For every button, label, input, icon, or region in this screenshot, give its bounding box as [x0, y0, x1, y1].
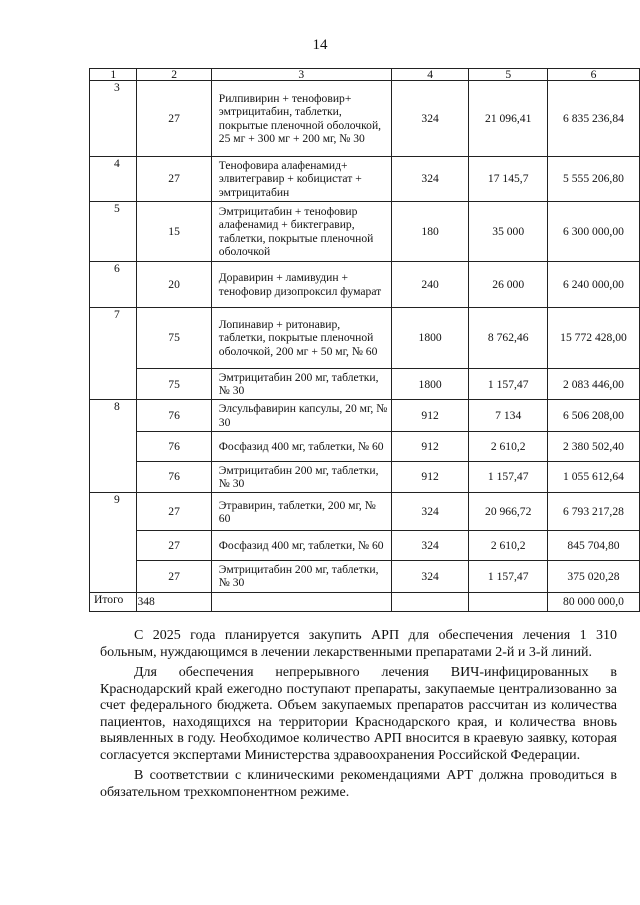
- table-row: [90, 531, 640, 561]
- table-row: [90, 431, 640, 461]
- total-label: Итого: [90, 592, 137, 611]
- drug-name: Фосфазид 400 мг, таблетки, № 60: [211, 531, 391, 561]
- drug-name: Фосфазид 400 мг, таблетки, № 60: [211, 431, 391, 461]
- table-row: [90, 493, 640, 531]
- unit-price: 20 966,72: [469, 493, 548, 531]
- package-qty: 324: [391, 81, 469, 157]
- total-sum: 5 555 206,80: [547, 157, 639, 202]
- total-sum: 6 300 000,00: [547, 202, 639, 262]
- total-row: [90, 592, 640, 611]
- scheme-number: 4: [90, 157, 137, 202]
- total-sum: 375 020,28: [547, 561, 639, 592]
- empty-cell: [211, 592, 391, 611]
- patient-count: 76: [137, 461, 211, 492]
- drug-name: Лопинавир + ритонавир, таблетки, покрытые пленочной оболочкой, 200 мг + 50 мг, № 60: [211, 308, 391, 369]
- unit-price: 1 157,47: [469, 461, 548, 492]
- patient-count: 27: [137, 157, 211, 202]
- header-cell: 3: [211, 69, 391, 81]
- body-text: [100, 628, 617, 805]
- table-row: [90, 308, 640, 369]
- total-sum: 6 240 000,00: [547, 262, 639, 308]
- table-row: [90, 400, 640, 431]
- table-row: [90, 369, 640, 400]
- drug-procurement-table: [89, 68, 640, 612]
- package-qty: 324: [391, 157, 469, 202]
- total-sum: 2 083 446,00: [547, 369, 639, 400]
- unit-price: 26 000: [469, 262, 548, 308]
- patient-count: 75: [137, 369, 211, 400]
- patient-count: 27: [137, 561, 211, 592]
- package-qty: 912: [391, 431, 469, 461]
- empty-cell: [469, 592, 548, 611]
- scheme-number: 3: [90, 81, 137, 157]
- table-row: [90, 561, 640, 592]
- paragraph: С 2025 года планируется закупить АРП для обеспечения лечения 1 310 больным, нуждающимся в лечении лекарственными препаратами 2-й и 3-й линий.: [100, 628, 617, 660]
- unit-price: 8 762,46: [469, 308, 548, 369]
- patient-count: 27: [137, 531, 211, 561]
- header-cell: 4: [391, 69, 469, 81]
- drug-name: Доравирин + ламивудин + тенофовир дизопроксил фумарат: [211, 262, 391, 308]
- header-cell: 1: [90, 69, 137, 81]
- patient-count: 76: [137, 400, 211, 431]
- unit-price: 35 000: [469, 202, 548, 262]
- paragraph: В соответствии с клиническими рекомендациями АРТ должна проводиться в обязательном трехкомпонентном режиме.: [100, 768, 617, 800]
- package-qty: 240: [391, 262, 469, 308]
- drug-name: Тенофовира алафенамид+ элвитегравир + кобицистат + эмтрицитабин: [211, 157, 391, 202]
- drug-name: Эмтрицитабин + тенофовир алафенамид + биктегравир, таблетки, покрытые пленочной оболочкой: [211, 202, 391, 262]
- scheme-number: 7: [90, 308, 137, 400]
- drug-name: Эмтрицитабин 200 мг, таблетки, № 30: [211, 561, 391, 592]
- package-qty: 324: [391, 561, 469, 592]
- paragraph: Для обеспечения непрерывного лечения ВИЧ-инфицированных в Краснодарский край ежегодно поступают препараты, закупаемые централизованно за счет федерального бюджета. Объем закупаемых препаратов рассчитан из количества пациентов, находящихся на территории Краснодарского края, и количества вновь выявленных в году. Необходимое количество АРП вносится в краевую заявку, которая согласуется экспертами Министерства здравоохранения Российской Федерации.: [100, 665, 617, 763]
- drug-name: Элсульфавирин капсулы, 20 мг, № 30: [211, 400, 391, 431]
- total-sum: 845 704,80: [547, 531, 639, 561]
- unit-price: 2 610,2: [469, 431, 548, 461]
- package-qty: 1800: [391, 369, 469, 400]
- total-sum: 2 380 502,40: [547, 431, 639, 461]
- page-number: 14: [312, 37, 328, 53]
- total-patient-count: 348: [137, 592, 211, 611]
- package-qty: 1800: [391, 308, 469, 369]
- patient-count: 27: [137, 493, 211, 531]
- table-row: [90, 157, 640, 202]
- scheme-number: 6: [90, 262, 137, 308]
- patient-count: 27: [137, 81, 211, 157]
- table-row: [90, 202, 640, 262]
- package-qty: 324: [391, 531, 469, 561]
- patient-count: 20: [137, 262, 211, 308]
- drug-name: Эмтрицитабин 200 мг, таблетки, № 30: [211, 369, 391, 400]
- unit-price: 1 157,47: [469, 369, 548, 400]
- patient-count: 75: [137, 308, 211, 369]
- header-cell: 6: [547, 69, 639, 81]
- table-row: [90, 262, 640, 308]
- total-sum: 6 793 217,28: [547, 493, 639, 531]
- package-qty: 324: [391, 493, 469, 531]
- scheme-number: 9: [90, 493, 137, 592]
- package-qty: 912: [391, 461, 469, 492]
- package-qty: 912: [391, 400, 469, 431]
- patient-count: 15: [137, 202, 211, 262]
- header-cell: 2: [137, 69, 211, 81]
- header-cell: 5: [469, 69, 548, 81]
- total-sum: 6 835 236,84: [547, 81, 639, 157]
- drug-name: Рилпивирин + тенофовир+ эмтрицитабин, таблетки, покрытые пленочной оболочкой, 25 мг + 300 мг + 200 мг, № 30: [211, 81, 391, 157]
- table-header-row: [90, 69, 640, 81]
- unit-price: 1 157,47: [469, 561, 548, 592]
- total-sum: 15 772 428,00: [547, 308, 639, 369]
- empty-cell: [391, 592, 469, 611]
- total-sum: 6 506 208,00: [547, 400, 639, 431]
- unit-price: 17 145,7: [469, 157, 548, 202]
- unit-price: 21 096,41: [469, 81, 548, 157]
- drug-name: Эмтрицитабин 200 мг, таблетки, № 30: [211, 461, 391, 492]
- unit-price: 7 134: [469, 400, 548, 431]
- drug-name: Этравирин, таблетки, 200 мг, № 60: [211, 493, 391, 531]
- table-row: [90, 81, 640, 157]
- grand-total-sum: 80 000 000,0: [547, 592, 639, 611]
- scheme-number: 8: [90, 400, 137, 493]
- table-row: [90, 461, 640, 492]
- package-qty: 180: [391, 202, 469, 262]
- patient-count: 76: [137, 431, 211, 461]
- unit-price: 2 610,2: [469, 531, 548, 561]
- scheme-number: 5: [90, 202, 137, 262]
- total-sum: 1 055 612,64: [547, 461, 639, 492]
